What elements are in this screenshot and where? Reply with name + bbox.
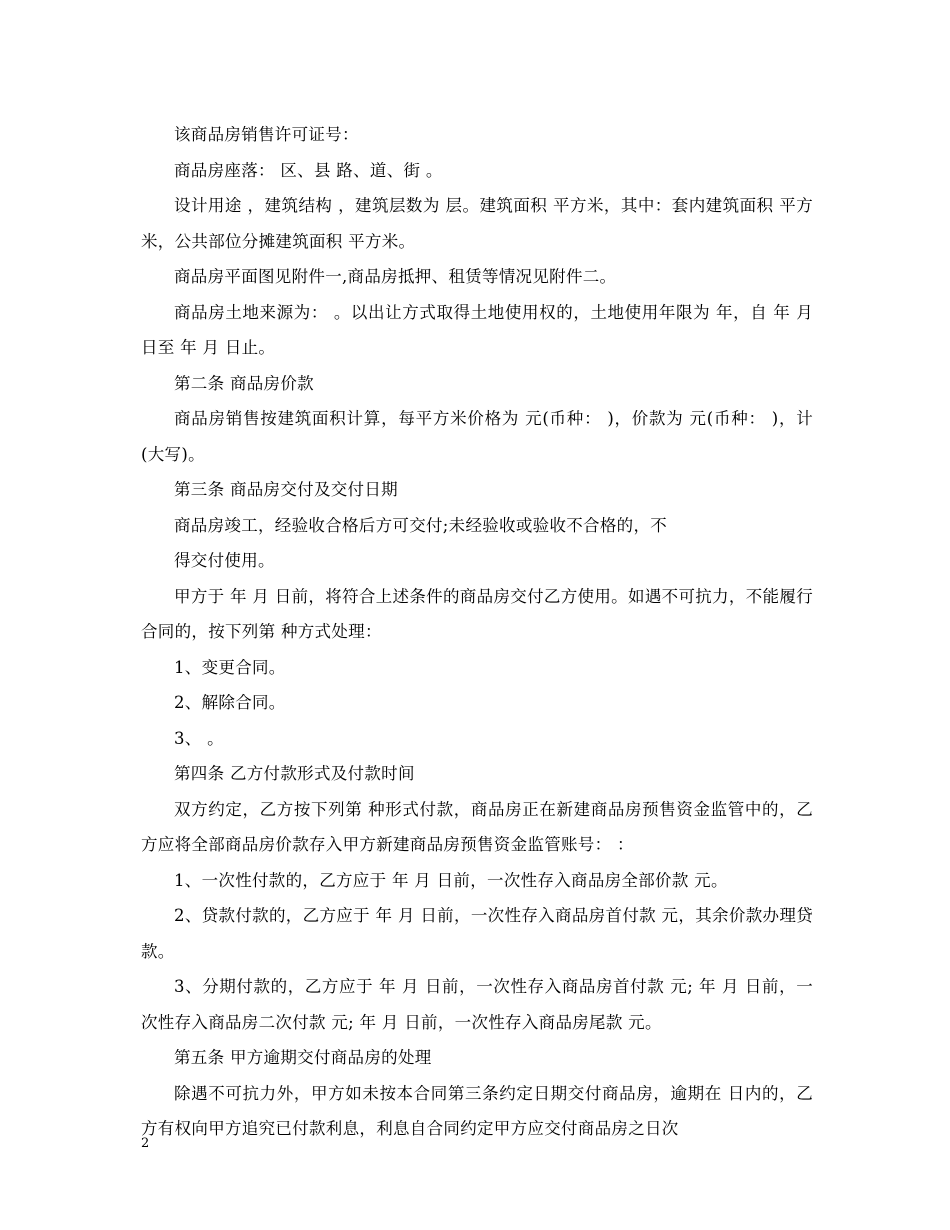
- list-item-lump-sum: 1、一次性付款的，乙方应于 年 月 日前，一次性存入商品房全部价款 元。: [174, 870, 728, 890]
- list-item-terminate-contract: 2、解除合同。: [174, 693, 286, 712]
- paragraph-payment-agreement: 双方约定，乙方按下列第 种形式付款，商品房正在新建商品房预售资金监管中的，乙方应将全部商品房价款存入甲方新建商品房预售资金监管账号： ：: [141, 799, 813, 854]
- paragraph-completion-cont: 得交付使用。: [174, 551, 275, 570]
- paragraph-location: 商品房座落： 区、县 路、道、街 。: [174, 160, 443, 180]
- paragraph-completion: 商品房竣工，经验收合格后方可交付;未经验收或验收不合格的，不: [174, 515, 668, 535]
- paragraph-floor-plan: 商品房平面图见附件一,商品房抵押、租赁等情况见附件二。: [174, 267, 617, 286]
- list-item-installment: 3、分期付款的，乙方应于 年 月 日前，一次性存入商品房首付款 元; 年 月 日前，一次性存入商品房二次付款 元; 年 月 日前，一次性存入商品房尾款 元。: [141, 977, 813, 1032]
- paragraph-late-delivery: 除遇不可抗力外，甲方如未按本合同第三条约定日期交付商品房，逾期在 日内的，乙方有权向甲方追究已付款利息，利息自合同约定甲方应交付商品房之日次: [141, 1083, 813, 1138]
- article-3-heading: 第三条 商品房交付及交付日期: [174, 480, 398, 499]
- list-item-change-contract: 1、变更合同。: [174, 657, 286, 677]
- article-2-heading: 第二条 商品房价款: [174, 373, 314, 393]
- page-number: 2: [141, 1136, 150, 1151]
- paragraph-delivery-date: 甲方于 年 月 日前，将符合上述条件的商品房交付乙方使用。如遇不可抗力，不能履行合同的，按下列第 种方式处理：: [141, 586, 813, 641]
- paragraph-design-use: 设计用途 ，建筑结构 ，建筑层数为 层。建筑面积 平方米，其中：套内建筑面积 平方米，公共部位分摊建筑面积 平方米。: [141, 196, 813, 251]
- paragraph-land-source: 商品房土地来源为： 。以出让方式取得土地使用权的，土地使用年限为 年，自 年 月 日至 年 月 日止。: [141, 302, 813, 357]
- article-4-heading: 第四条 乙方付款形式及付款时间: [174, 764, 415, 783]
- paragraph-price: 商品房销售按建筑面积计算，每平方米价格为 元(币种： )，价款为 元(币种： )，计 (大写)。: [141, 409, 813, 464]
- list-item-loan: 2、贷款付款的，乙方应于 年 月 日前，一次性存入商品房首付款 元，其余价款办理贷款。: [141, 906, 813, 961]
- article-5-heading: 第五条 甲方逾期交付商品房的处理: [174, 1048, 432, 1067]
- paragraph-permit-number: 该商品房销售许可证号：: [174, 125, 359, 144]
- document-body: [141, 117, 813, 1147]
- list-item-other: 3、 。: [174, 728, 224, 748]
